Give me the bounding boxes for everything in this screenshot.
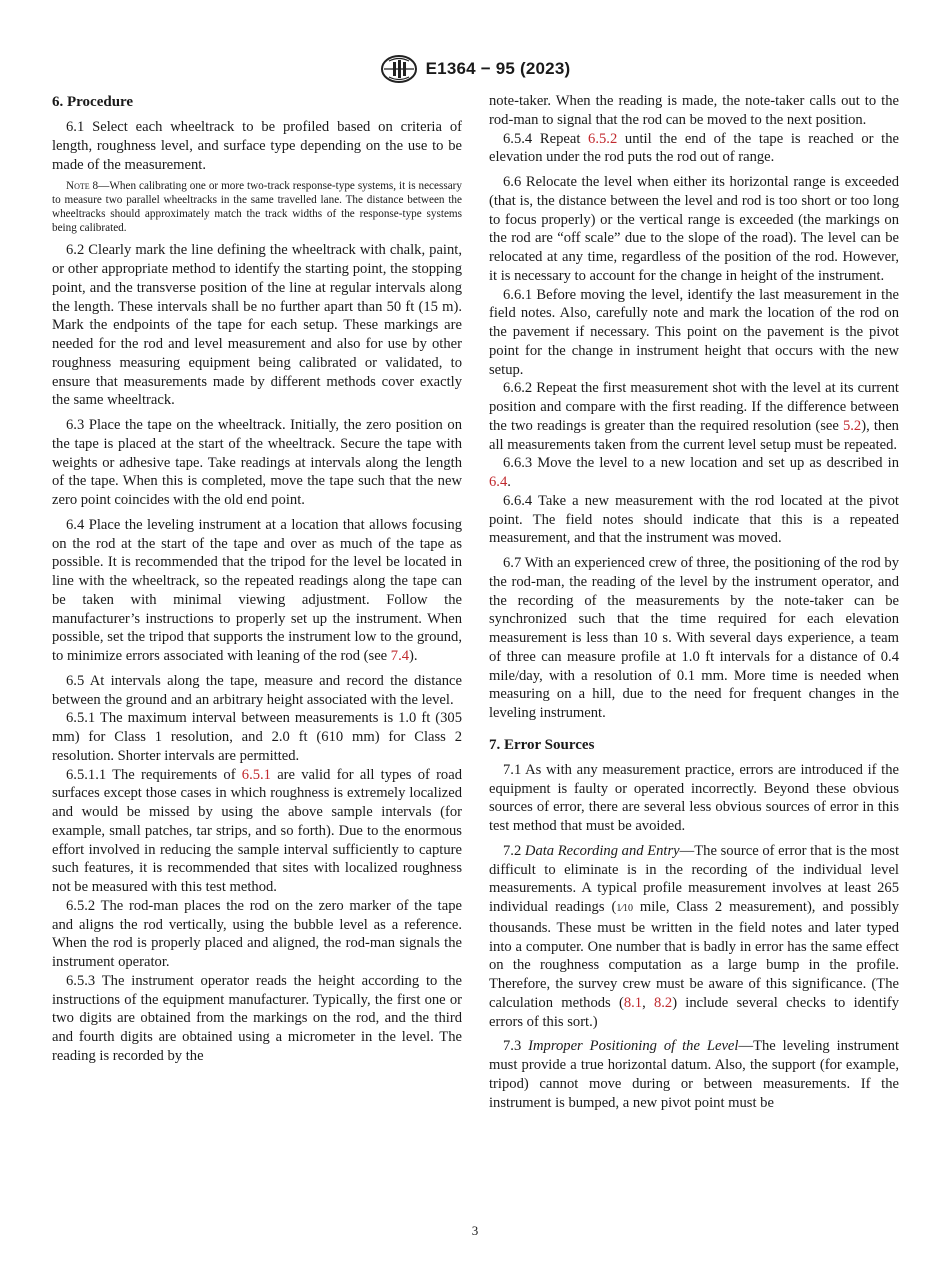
note-text: —When calibrating one or more two-track response-type systems, it is necessary to measure two parallel wheeltracks in the same travelled lane. The distance between the wheeltracks should approximately match the track widths of the response-type systems being calibrated. [52, 180, 462, 234]
paragraph-6-6-1: 6.6.1 Before moving the level, identify the last measurement in the field notes. Also, carefully note and mark the location of the rod on the pavement if necessary. This point on the pavement is the pivot point for the change in instrument height that occurs with the new setup. [489, 286, 899, 378]
paragraph-6-3: 6.3 Place the tape on the wheeltrack. Initially, the zero position on the tape is placed at the start of the wheeltrack. Secure the tape with weights or adhesive tape. Take readings at intervals along the length of the tape. When this is completed, move the tape such that the new zero point coincides with the old end point. [52, 417, 462, 509]
paragraph-6-5-3: 6.5.3 The instrument operator reads the height according to the instructions of the equipment manufacturer. Typically, the first one or two digits are obtained from the markings on the rod, and the third and fourth digits are obtained using a micrometer in the level. The reading is recorded by the [52, 972, 462, 1064]
paragraph-6-5-1: 6.5.1 The maximum interval between measurements is 1.0 ft (305 mm) for Class 1 resolution, and 2.0 ft (610 mm) for Class 2 resolution. Shorter intervals are permitted. [52, 710, 462, 764]
separator: , [642, 994, 654, 1011]
cross-reference-link[interactable]: 8.2 [653, 994, 673, 1011]
note-8 [52, 180, 462, 235]
paragraph-7-2 [489, 842, 899, 1032]
paragraph-text: are valid for all types of road surfaces except those cases in which roughness is extremely localized and would be missed by using the above sample intervals (for example, small patches, tar strips, and so forth). Due to the enormous effort involved in reducing the sample interval sufficiently to capture such features, it is recommended that sites with localized roughness not be measured with this test method. [52, 766, 462, 896]
paragraph-6-1: 6.1 Select each wheeltrack to be profiled based on criteria of length, roughness level, and surface type depending on the use to be made of the measurement. [52, 119, 462, 173]
paragraph-text: 6.5.4 Repeat [503, 130, 589, 147]
paragraph-6-6-3 [489, 454, 899, 492]
paragraph-6-6-2 [489, 379, 899, 454]
paragraph-6-5-1-1 [52, 766, 462, 897]
section-heading-procedure: 6. Procedure [52, 94, 134, 110]
right-column [489, 92, 899, 1112]
page-number: 3 [471, 1223, 479, 1238]
paragraph-text: ) include several checks to identify errors of this sort.) [489, 994, 899, 1030]
note-label: Note 8 [66, 180, 99, 193]
paragraph-text: ). [409, 648, 418, 665]
paragraph-7-1: 7.1 As with any measurement practice, errors are introduced if the equipment is faulty or operated incorrectly. Beyond these obvious sources of error, there are several less obvious sources of error in this test method that must be avoided. [489, 761, 899, 834]
paragraph-6-2: 6.2 Clearly mark the line defining the wheeltrack with chalk, paint, or other appropriate method to identify the starting point, the stopping point, and the transverse position of the line at regular intervals along the length. These intervals shall be no further apart than 50 ft (15 m). Mark the endpoints of the tape for each setup. These markings are needed for the rod and level measurement and also for use by other roughness measuring equipment being calibrated or validated, to ensure that measurements made by different methods cover exactly the same wheeltrack. [52, 242, 462, 409]
paragraph-6-5-2: 6.5.2 The rod-man places the rod on the zero marker of the tape and aligns the rod vertically, using the bubble level as a reference. When the rod is properly placed and aligned, the rod-man signals the instrument operator. [52, 897, 462, 971]
paragraph-6-6: 6.6 Relocate the level when either its horizontal range is exceeded (that is, the distance between the level and rod is too short or too long to focus properly) or the vertical range is exceeded (the markings on the rod are “off scale” due to the slope of the road). The level can be relocated at any time, regardless of the position of the rod. However, it is necessary to account for the change in height of the instrument. [489, 174, 899, 284]
fraction: 1⁄10 [616, 903, 633, 914]
paragraph-text: 6.6.2 Repeat the first measurement shot with the level at its current position and compare with the first reading. If the difference between the two readings is greater than the required resolution (see [489, 380, 899, 434]
paragraph-text: until the end of the tape is reached or the elevation under the rod puts the rod out of range. [489, 130, 899, 166]
paragraph-text: 6.4 Place the leveling instrument at a location that allows focusing on the rod at the start of the tape and over as much of the tape as possible. It is recommended that the tripod for the level be located in line with the wheeltrack, so the repeated readings along the tape can be taken with minimal viewing adjustment. Follow the manufacturer’s instructions to properly set up the instrument. When possible, set the tripod that supports the instrument low to the ground, to minimize errors associated with leaning of the rod (see [52, 516, 462, 665]
paragraph-text: . [507, 474, 511, 490]
document-designation: E1364 − 95 (2023) [425, 59, 571, 78]
paragraph-7-3 [489, 1037, 899, 1112]
cross-reference-link[interactable]: 7.4 [390, 648, 410, 665]
paragraph-number: 7.2 [503, 842, 525, 859]
paragraph-number: 7.3 [503, 1038, 529, 1055]
paragraph-text: 6.6.3 Move the level to a new location and set up as described in [503, 455, 899, 472]
page-header [0, 56, 950, 82]
cross-reference-link[interactable]: 6.4 [489, 474, 508, 490]
paragraph-text: mile, Class 2 measurement), and possibly thousands. These must be written in the field notes and later typed into a computer. One number that is badly in error has the same effect on the roughness computation as a large bump in the profile. Therefore, the survey crew must be aware of this significance. (The calculation methods ( [489, 899, 899, 1011]
paragraph-text: —The leveling instrument must provide a true horizontal datum. Also, the support (for example, tripod) cannot move during or between measurements. If the instrument is bumped, a new pivot point must be [489, 1038, 900, 1111]
cross-reference-link[interactable]: 8.1 [623, 994, 643, 1011]
paragraph-6-5-3-continued: note-taker. When the reading is made, the note-taker calls out to the rod-man to signal that the rod can be moved to the next position. [489, 93, 899, 128]
paragraph-6-4 [52, 516, 462, 666]
cross-reference-link[interactable]: 6.5.2 [588, 130, 618, 147]
paragraph-text: 6.5.1.1 The requirements of [66, 766, 242, 783]
paragraph-6-7: 6.7 With an experienced crew of three, the positioning of the rod by the rod-man, the reading of the level by the instrument operator, and the recording of the measurements by the note-taker can be synchronized such that the time required for each elevation measurement is less than 10 s. With several days experience, a team of three can measure profile at 1.0 ft intervals for a distance of 0.4 mile/day, with a resolution of 0.1 mm. More time is needed when measuring on a hill, due to the need for frequent changes in the leveling instrument. [489, 555, 899, 721]
paragraph-6-5-4 [489, 130, 899, 168]
paragraph-title: Improper Positioning of the Level [528, 1038, 739, 1055]
cross-reference-link[interactable]: 5.2 [842, 417, 862, 434]
cross-reference-link[interactable]: 6.5.1 [241, 766, 271, 783]
paragraph-6-5: 6.5 At intervals along the tape, measure and record the distance between the ground and an arbitrary height associated with the level. [52, 672, 462, 708]
astm-logo-icon [380, 54, 418, 84]
section-heading-error-sources: 7. Error Sources [489, 736, 595, 753]
paragraph-text: —The source of error that is the most difficult to eliminate is in the recording of the individual level measurements. A typical profile measurement involves at least 265 individual readings ( [489, 842, 900, 915]
left-column [52, 92, 462, 1066]
paragraph-text: ), then all measurements taken from the current level setup must be repeated. [489, 417, 899, 453]
paragraph-6-6-4: 6.6.4 Take a new measurement with the rod located at the pivot point. The field notes should indicate that this is a repeated measurement, and that the instrument was moved. [489, 492, 899, 547]
paragraph-title: Data Recording and Entry [524, 842, 680, 859]
